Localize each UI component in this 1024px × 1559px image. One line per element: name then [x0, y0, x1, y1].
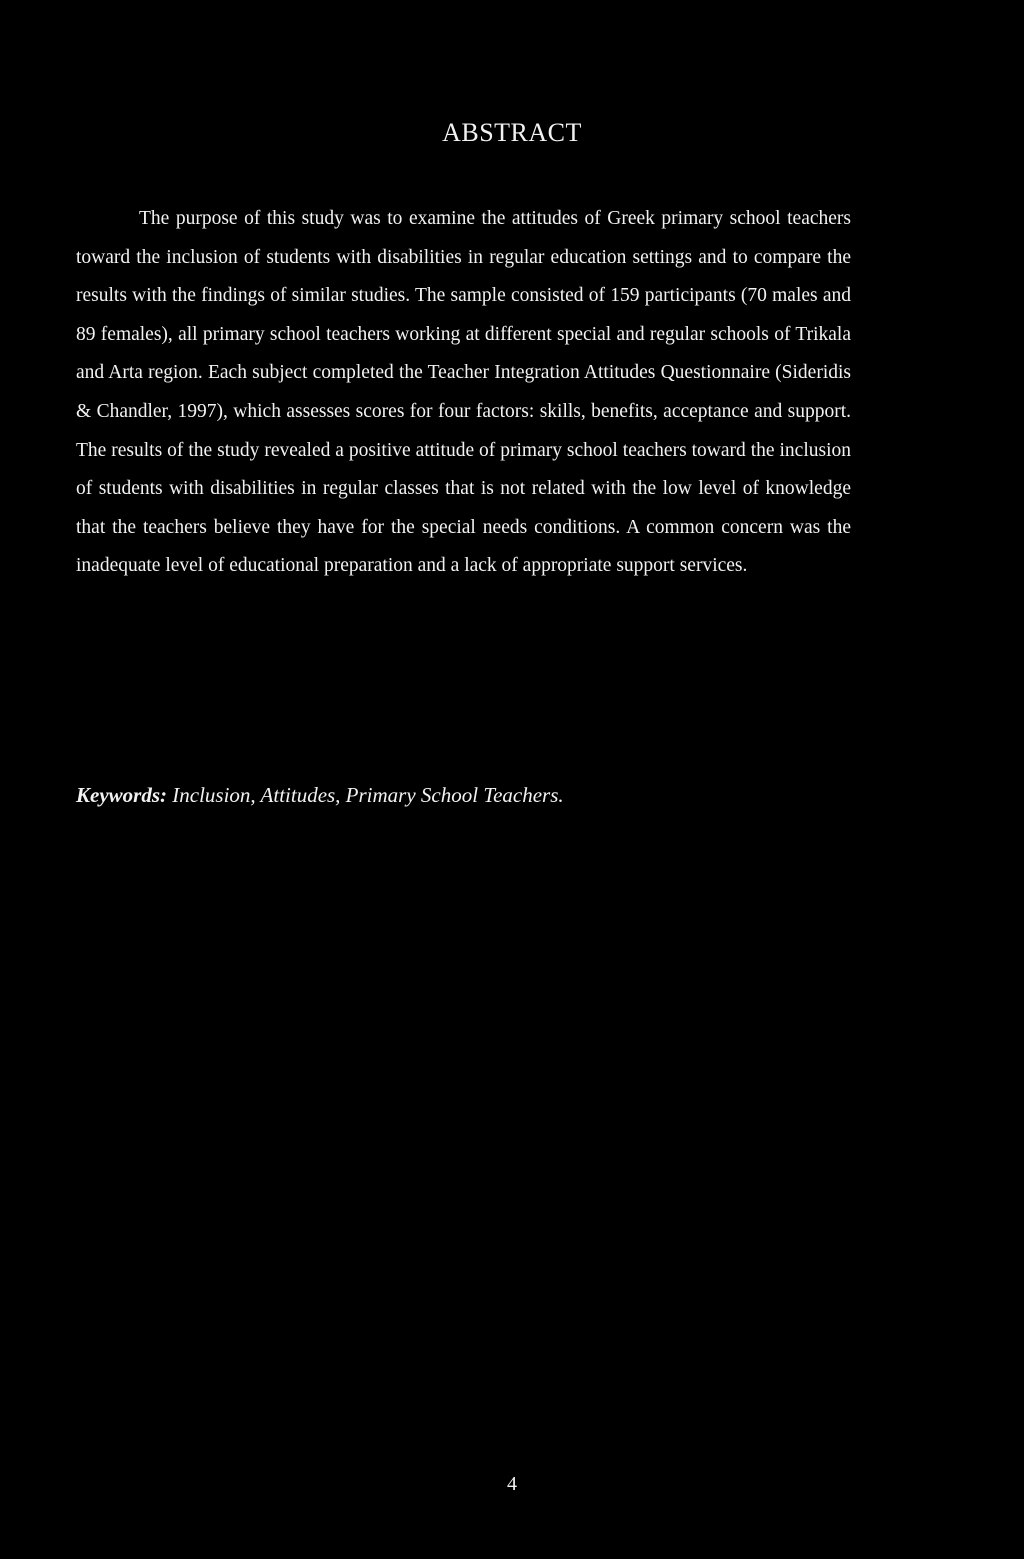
page-title: ABSTRACT — [442, 118, 582, 147]
page-number: 4 — [507, 1473, 517, 1495]
abstract-paragraph: The purpose of this study was to examine the attitudes of Greek primary school teachers toward the inclusion of students with disabilities in regular education settings and to compare the results with the findings of similar studies. The sample consisted of 159 participants (70 males and 89 females), all primary school teachers working at different special and regular schools of Trikala and Arta region. Each subject completed the Teacher Integration Attitudes Questionnaire (Sideridis & Chandler, 1997), which assesses scores for four factors: skills, benefits, acceptance and support. The results of the study revealed a positive attitude of primary school teachers toward the inclusion of students with disabilities in regular classes that is not related with the low level of knowledge that the teachers believe they have for the special needs conditions. A common concern was the inadequate level of educational preparation and a lack of appropriate support services. — [76, 208, 851, 577]
keywords-label: Keywords: — [76, 783, 167, 807]
keywords-text: Inclusion, Attitudes, Primary School Teachers. — [167, 783, 564, 807]
keywords-line — [76, 779, 876, 811]
